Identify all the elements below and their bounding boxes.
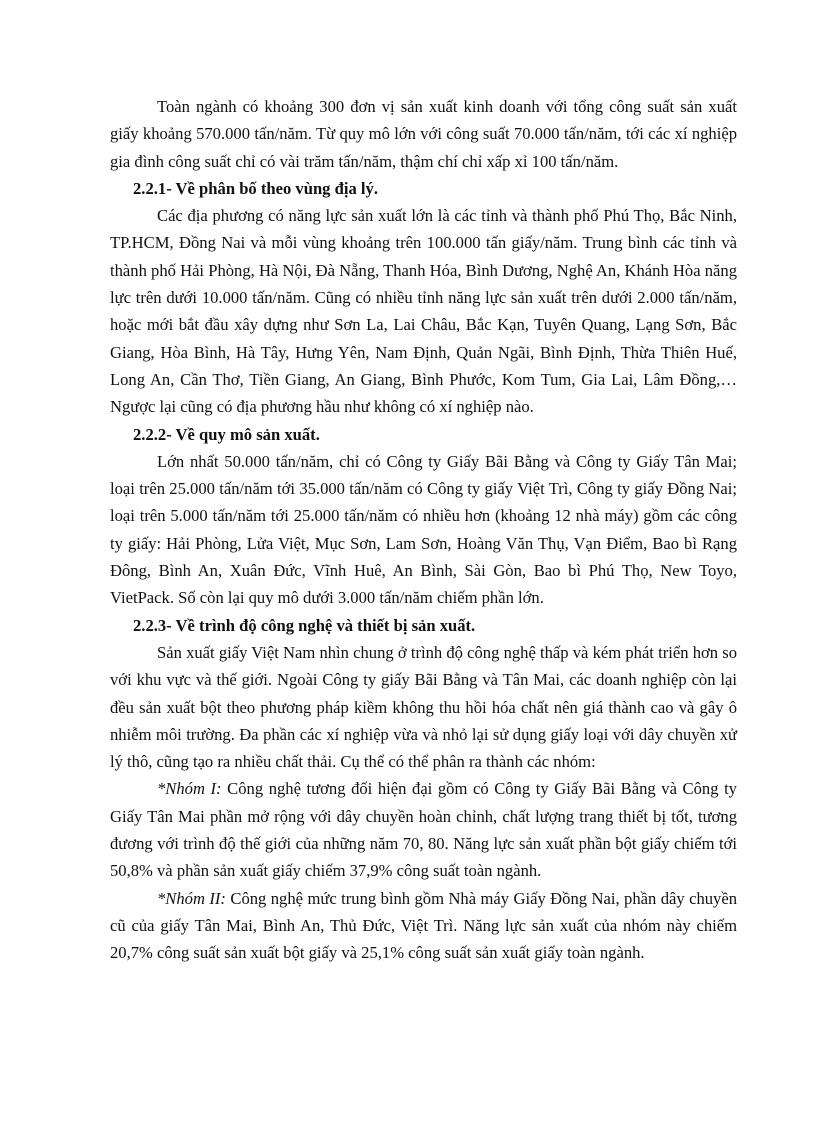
section-heading-2-2-1: 2.2.1- Về phân bố theo vùng địa lý. [133,178,378,198]
section-heading-2-2-3: 2.2.3- Về trình độ công nghệ và thiết bị sản xuất. [133,615,476,635]
group-1-text: Công nghệ tương đối hiện đại gồm có Công ty Giấy Bãi Bằng và Công ty Giấy Tân Mai phần mở rộng với dây chuyền hoàn chỉnh, chất lượng trang thiết bị tốt, tương đương với trình độ thế giới của những năm 70, 80. Năng lực sản xuất phần bột giấy chiếm tới 50,8% và phần sản xuất giấy chiếm 37,9% công suất toàn ngành. [110,779,737,881]
section-heading-2-2-2: 2.2.2- Về quy mô sản xuất. [133,424,320,444]
group-2-label: *Nhóm II: [157,888,226,908]
section-2-2-2-paragraph: Lớn nhất 50.000 tấn/năm, chỉ có Công ty Giấy Bãi Bằng và Công ty Giấy Tân Mai; loại trên 25.000 tấn/năm tới 35.000 tấn/năm có Công ty giấy Việt Trì, Công ty giấy Đồng Nai; loại trên 5.000 tấn/năm tới 25.000 tấn/năm có nhiều hơn (khoảng 12 nhà máy) gồm các công ty giấy: Hải Phòng, Lửa Việt, Mục Sơn, Lam Sơn, Hoàng Văn Thụ, Vạn Điểm, Bao bì Rạng Đông, Bình An, Xuân Đức, Vĩnh Huê, An Bình, Sài Gòn, Bao bì Phú Thọ, New Toyo, VietPack. Số còn lại quy mô dưới 3.000 tấn/năm chiếm phần lớn. [110,451,737,608]
intro-paragraph: Toàn ngành có khoảng 300 đơn vị sản xuất kinh doanh với tổng công suất sản xuất giấy khoảng 570.000 tấn/năm. Từ quy mô lớn với công suất 70.000 tấn/năm, tới các xí nghiệp gia đình công suất chỉ có vài trăm tấn/năm, thậm chí chỉ xấp xỉ 100 tấn/năm. [110,97,737,171]
group-2-paragraph [110,885,737,967]
group-1-paragraph [110,775,737,884]
group-2-text: Công nghệ mức trung bình gồm Nhà máy Giấy Đồng Nai, phần dây chuyền cũ của giấy Tân Mai, Bình An, Thủ Đức, Việt Trì. Năng lực sản xuất của nhóm này chiếm 20,7% công suất sản xuất bột giấy và 25,1% công suất sản xuất giấy toàn ngành. [110,888,738,963]
group-1-label: *Nhóm I: [157,779,222,799]
document-page [110,93,737,967]
section-2-2-3-paragraph: Sản xuất giấy Việt Nam nhìn chung ở trình độ công nghệ thấp và kém phát triển hơn so với khu vực và thế giới. Ngoài Công ty giấy Bãi Bằng và Tân Mai, các doanh nghiệp còn lại đều sản xuất bột theo phương pháp kiềm không thu hồi hóa chất nên giá thành cao và gây ô nhiễm môi trường. Đa phần các xí nghiệp vừa và nhỏ lại sử dụng giấy loại với dây chuyền xử lý thô, cũng tạo ra nhiều chất thải. Cụ thể có thể phân ra thành các nhóm: [110,642,737,772]
section-2-2-1-paragraph: Các địa phương có năng lực sản xuất lớn là các tỉnh và thành phố Phú Thọ, Bắc Ninh, TP.HCM, Đồng Nai và mỗi vùng khoảng trên 100.000 tấn giấy/năm. Trung bình các tỉnh và thành phố Hải Phòng, Hà Nội, Đà Nẵng, Thanh Hóa, Bình Dương, Nghệ An, Khánh Hòa năng lực trên dưới 10.000 tấn/năm. Cũng có nhiều tỉnh năng lực sản xuất trên dưới 2.000 tấn/năm, hoặc mới bắt đầu xây dựng như Sơn La, Lai Châu, Bắc Kạn, Tuyên Quang, Lạng Sơn, Bắc Giang, Hòa Bình, Hà Tây, Hưng Yên, Nam Định, Quản Ngãi, Bình Định, Thừa Thiên Huế, Long An, Cần Thơ, Tiền Giang, An Giang, Bình Phước, Kom Tum, Gia Lai, Lâm Đồng,…Ngược lại cũng có địa phương hầu như không có xí nghiệp nào. [110,206,737,417]
